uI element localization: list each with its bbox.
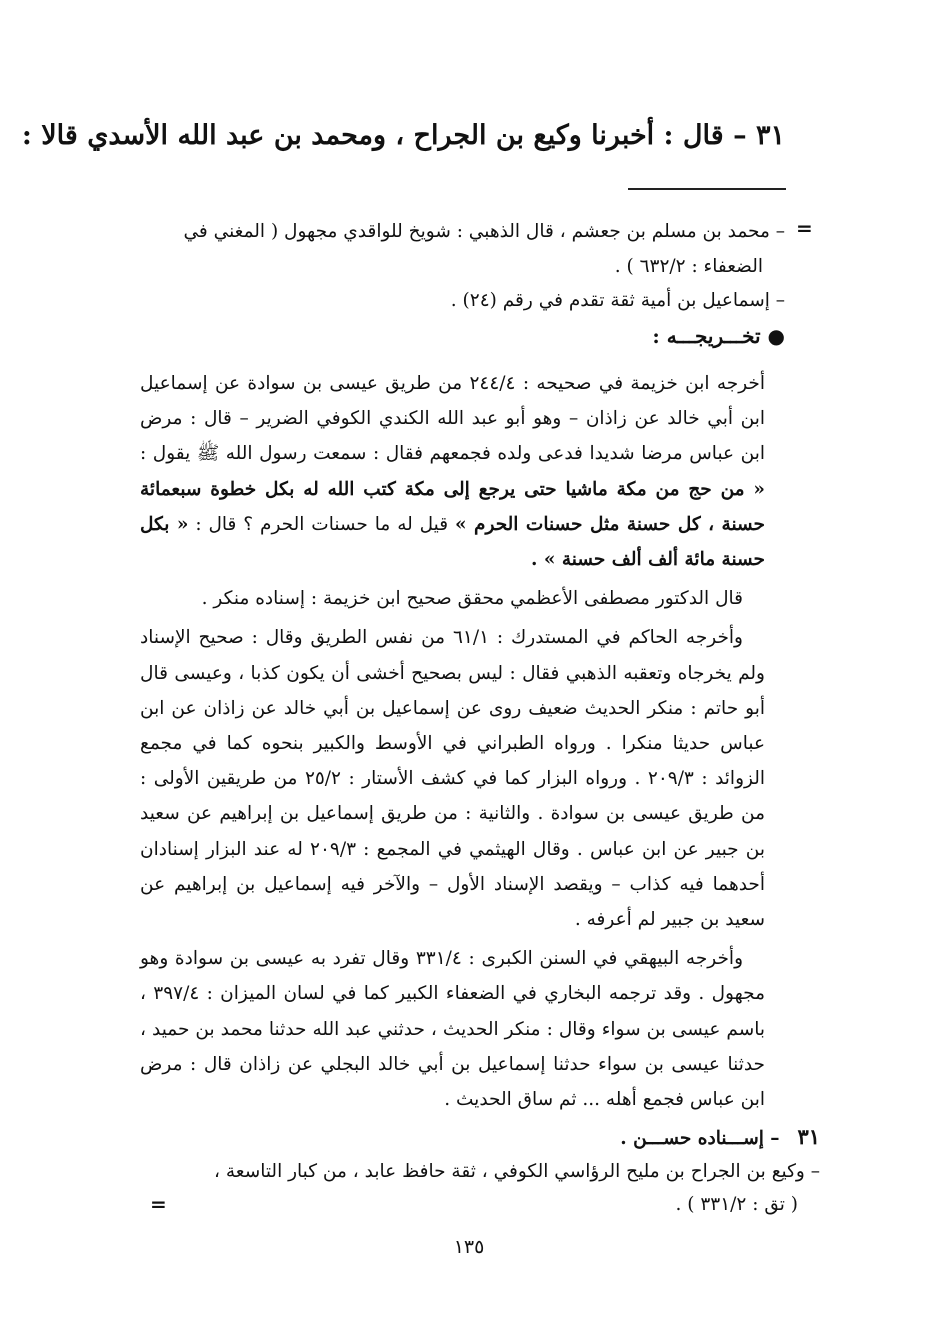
- takhrij-paragraph-2: قال الدكتور مصطفى الأعظمي محقق صحيح ابن خزيمة : إسناده منكر .: [201, 588, 743, 610]
- isnad-section: [140, 1120, 820, 1221]
- hadith-header: [21, 118, 785, 153]
- note-line: – محمد بن مسلم بن جعشم ، قال الذهبي : شويخ للواقدي مجهول ( المغني في: [183, 221, 785, 242]
- footnote-divider: [628, 188, 786, 190]
- isnad-number: ٣١: [797, 1124, 820, 1149]
- note-line: – إسماعيل بن أمية ثقة تقدم في رقم (٢٤) .: [450, 290, 785, 311]
- page-number: ١٣٥: [453, 1236, 485, 1258]
- continuation-mark-top: =: [796, 216, 813, 240]
- hadith-quote-answer: « بكل حسنة مائة ألف ألف حسنة » .: [140, 513, 765, 571]
- isnad-heading: [140, 1120, 820, 1155]
- takhrij-paragraph-4: وأخرجه البيهقي في السنن الكبرى : ٣٣١/٤ وقال تفرد به عيسى بن سوادة وهو مجهول . وقد ترجمه البخاري في الضعفاء الكبير كما في لسان الميزان : ٣٩٧/٤ ، باسم عيسى بن سواء وقال : منكر الحديث ، حدثني عبد الله حدثنا محمد بن حميد ، حدثنا عيسى بن سواء حدثنا إسماعيل بن أبي خالد البجلي عن زاذان قال : مرض ابن عباس فجمع أهله ... ثم ساق الحديث .: [140, 948, 765, 1111]
- hadith-number: ٣١: [755, 120, 785, 151]
- continuation-mark-bottom: =: [150, 1192, 167, 1216]
- takhrij-paragraph-3: وأخرجه الحاكم في المستدرك : ٦١/١ من نفس الطريق وقال : صحيح الإسناد ولم يخرجاه وتعقبه الذهبي فقال : ليس بصحيح أخشى أن يكون كذبا ، وعيسى قال أبو حاتم : منكر الحديث ضعيف روى عن إسماعيل بن أبي خالد عن زاذان عن ابن عباس حديثا منكرا . ورواه الطبراني في الأوسط والكبير بنحوه كما في مجمع الزوائد : ٢٠٩/٣ . ورواه البزار كما في كشف الأستار : ٢٥/٢ من طريقين الأولى : من طريق عيسى بن سوادة . والثانية : من طريق إسماعيل بن إبراهيم عن سعيد بن جبير عن ابن عباس . وقال الهيثمي في المجمع : ٢٠٩/٣ له عند البزار إسنادان أحدهما فيه كذاب – ويقصد الإسناد الأول – والآخر فيه إسماعيل بن إبراهيم عن سعيد بن جبير لم أعرفه .: [140, 627, 765, 931]
- takhrij-body: [140, 366, 765, 1121]
- note-line: الضعفاء : ٦٣٢/٢ ) .: [614, 255, 763, 277]
- takhrij-paragraph-1: [140, 366, 765, 577]
- hadith-text: – قال : أخبرنا وكيع بن الجراح ، ومحمد بن عبد الله الأسدي قالا :: [21, 120, 747, 151]
- takhrij-heading: ● تخـــريجـــه :: [652, 323, 785, 348]
- takhrij-lead-text: أخرجه ابن خزيمة في صحيحه : ٢٤٤/٤ من طريق عيسى بن سوادة عن إسماعيل ابن أبي خالد عن زاذان – وهو أبو عبد الله الكندي الكوفي الضرير – قال : مرض ابن عباس مرضا شديدا فدعى ولده فجمعهم فقال : سمعت رسول الله ﷺ يقول :: [140, 373, 766, 465]
- narrator-notes: [140, 215, 785, 353]
- hadith-quote: « من حج من مكة ماشيا حتى يرجع إلى مكة كتب الله له بكل خطوة سبعمائة حسنة ، كل حسنة مثل حسنات الحرم »: [140, 478, 765, 535]
- isnad-label: – إســـناده حســـن .: [620, 1128, 780, 1149]
- narrator-line: – وكيع بن الجراح بن مليح الرؤاسي الكوفي ، ثقة حافظ عابد ، من كبار التاسعة ،: [214, 1161, 820, 1182]
- takhrij-mid-text: قيل له ما حسنات الحرم ؟ قال :: [195, 513, 449, 535]
- narrator-reference: ( تق : ٣٣١/٢ ) .: [675, 1194, 798, 1215]
